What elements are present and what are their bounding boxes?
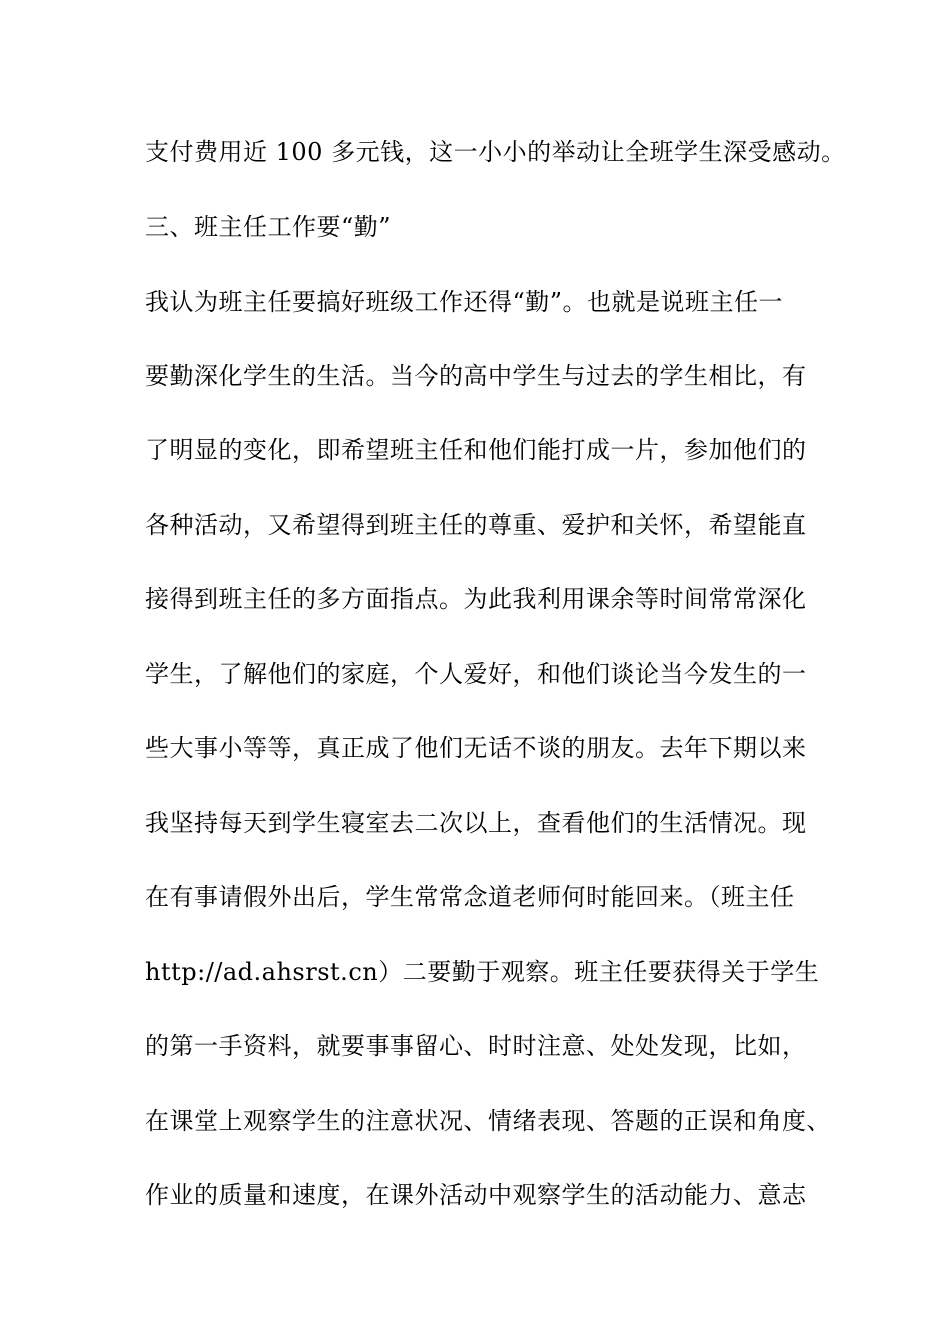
paragraph-line: 要勤深化学生的生活。当今的高中学生与过去的学生相比，有 (145, 362, 807, 390)
paragraph-line: 些大事小等等，真正成了他们无话不谈的朋友。去年下期以来 (145, 734, 807, 762)
paragraph-line: 了明显的变化，即希望班主任和他们能打成一片，参加他们的 (145, 436, 807, 464)
paragraph-line: 我认为班主任要搞好班级工作还得“勤”。也就是说班主任一 (145, 288, 784, 316)
paragraph-line: 学生，了解他们的家庭，个人爱好，和他们谈论当今发生的一 (145, 660, 807, 688)
paragraph-line: 的第一手资料，就要事事留心、时时注意、处处发现，比如， (145, 1032, 807, 1060)
paragraph-line: 我坚持每天到学生寝室去二次以上，查看他们的生活情况。现 (145, 809, 807, 837)
paragraph-line: http://ad.ahsrst.cn）二要勤于观察。班主任要获得关于学生 (145, 958, 820, 986)
paragraph-line: 支付费用近 100 多元钱，这一小小的举动让全班学生深受感动。 (145, 138, 846, 166)
paragraph-line: 各种活动，又希望得到班主任的尊重、爱护和关怀，希望能直 (145, 511, 807, 539)
paragraph-line: 接得到班主任的多方面指点。为此我利用课余等时间常常深化 (145, 585, 807, 613)
paragraph-line: 在有事请假外出后，学生常常念道老师何时能回来。（班主任 (145, 883, 795, 911)
paragraph-line: 在课堂上观察学生的注意状况、情绪表现、答题的正误和角度、 (145, 1107, 831, 1135)
section-heading: 三、班主任工作要“勤” (145, 213, 392, 241)
paragraph-line: 作业的质量和速度，在课外活动中观察学生的活动能力、意志 (145, 1181, 807, 1209)
